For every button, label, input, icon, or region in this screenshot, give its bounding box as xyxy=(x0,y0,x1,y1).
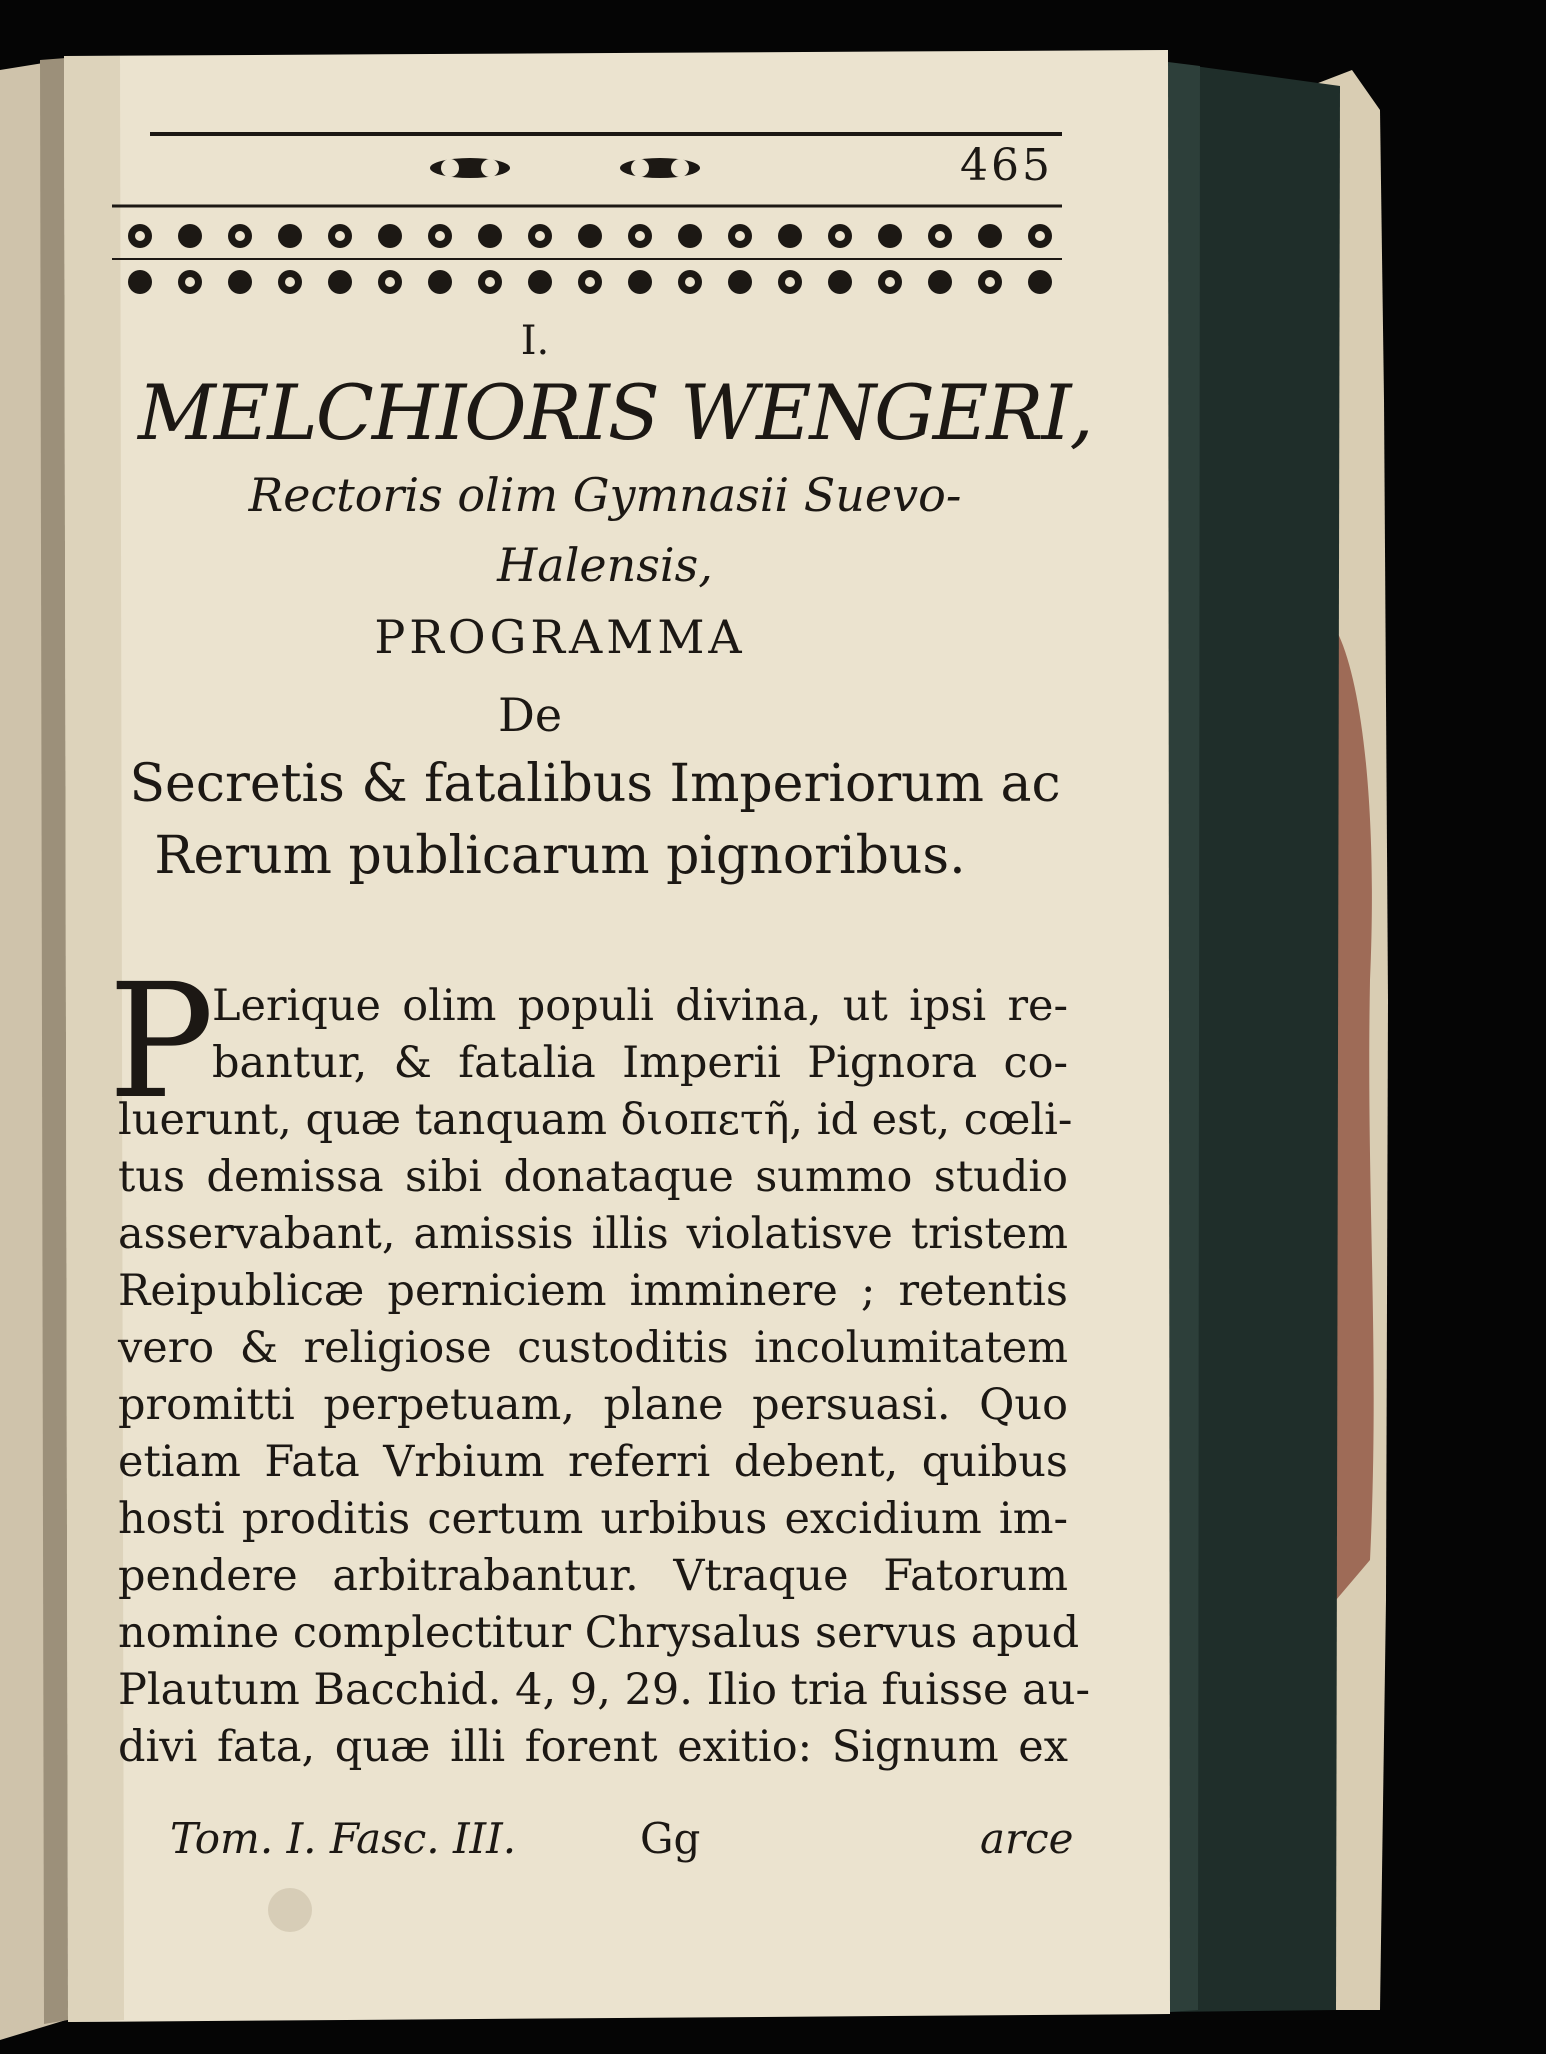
page-number: 465 xyxy=(960,140,1053,191)
body-line: etiam Fata Vrbium referri debent, quibus xyxy=(118,1437,1068,1487)
page-stain xyxy=(268,1888,312,1932)
body-line: Lerique olim populi divina, ut ipsi re- xyxy=(212,981,1068,1031)
body-line: Plautum Bacchid. 4, 9, 29. Ilio tria fuisse au- xyxy=(118,1665,1090,1715)
title-line-2: Rerum publicarum pignoribus. xyxy=(154,826,966,886)
footer-catchword: arce xyxy=(980,1814,1074,1863)
body-line: bantur, & fatalia Imperii Pignora co- xyxy=(212,1038,1068,1088)
body-line: tus demissa sibi donataque summo studio xyxy=(118,1152,1068,1202)
header-ornament-right xyxy=(620,158,700,178)
body-line: hosti proditis certum urbibus excidium im- xyxy=(118,1494,1068,1544)
footer-signature: Tom. I. Fasc. III. xyxy=(170,1814,517,1863)
title-line-1: Secretis & fatalibus Imperiorum ac xyxy=(129,754,1061,814)
body-line: promitti perpetuam, plane persuasi. Quo xyxy=(118,1380,1068,1430)
footer-sheet-mark: Gg xyxy=(640,1814,701,1863)
section-number: I. xyxy=(520,318,550,364)
author-heading: MELCHIORIS WENGERI, xyxy=(138,368,1092,457)
drop-cap: P xyxy=(108,950,215,1134)
author-description: Rectoris olim Gymnasii Suevo-Halensis, xyxy=(248,468,962,592)
document-kind: PROGRAMMA xyxy=(374,610,746,664)
body-line: pendere arbitrabantur. Vtraque Fatorum xyxy=(118,1551,1068,1601)
body-line: Reipublicæ perniciem imminere ; retentis xyxy=(118,1266,1068,1316)
body-line: nomine complectitur Chrysalus servus apud xyxy=(118,1608,1080,1658)
body-line: divi fata, quæ illi forent exitio: Signum ex xyxy=(118,1722,1068,1772)
left-page-shadow xyxy=(40,58,68,2024)
title-preposition: De xyxy=(497,688,563,742)
body-line: asservabant, amissis illis violatisve tristem xyxy=(118,1209,1068,1259)
body-line: luerunt, quæ tanquam διοπετῆ, id est, cœli- xyxy=(118,1095,1073,1145)
header-ornament-left xyxy=(430,158,510,178)
body-line: vero & religiose custoditis incolumitatem xyxy=(118,1323,1068,1373)
page-edge-highlight xyxy=(1168,62,1200,2012)
